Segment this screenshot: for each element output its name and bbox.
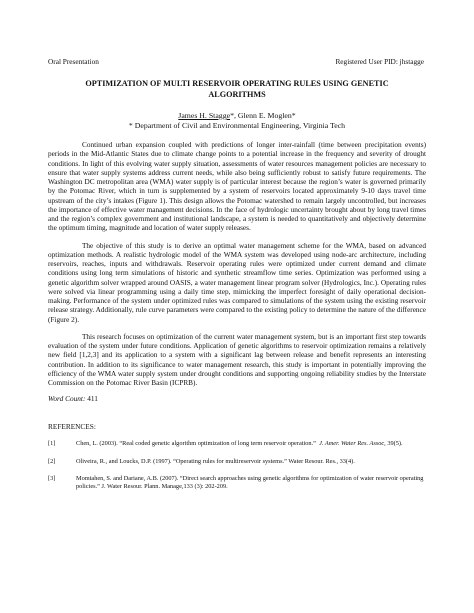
paper-title: OPTIMIZATION OF MULTI RESERVOIR OPERATING RULES USING GENETIC ALGORITHMS bbox=[85, 79, 389, 99]
reference-number: [2] bbox=[48, 457, 56, 465]
reference-number: [3] bbox=[48, 474, 56, 482]
reference-item bbox=[48, 475, 426, 492]
page-header bbox=[48, 57, 426, 66]
word-count bbox=[48, 394, 426, 403]
abstract-body bbox=[48, 141, 426, 388]
co-authors: *, Glenn E. Moglen* bbox=[230, 111, 296, 120]
affiliation: * Department of Civil and Environmental Engineering, Virginia Tech bbox=[128, 121, 346, 130]
paragraph-1: Continued urban expansion coupled with predictions of longer inter-rainfall (time between precipitation events) periods in the Mid-Atlantic States due to climate change points to a potential increase in the frequency and severity of drought conditions. In light of this evolving water supply situation, assessments of water resources management policies are necessary to ensure that water supply systems address current needs, while also being sufficiently robust to satisfy future requirements. The Washington DC metropolitan area (WMA) water supply is of particular interest because the region’s water is governed primarily by the Potomac River, which in turn is supplemented by a system of reservoirs located approximately 9-10 days travel time upstream of the city’s intakes (Figure 1). This design allows the Potomac watershed to remain largely uncontrolled, but increases the importance of effective water management decisions. In the face of hydrologic uncertainty brought about by long travel times and the region’s complex government and institutional landscape, a system is needed to quantitatively and objectively determine the optimum timing, magnitude and location of water supply releases. bbox=[48, 141, 426, 233]
reference-number: [1] bbox=[48, 440, 56, 448]
reference-text bbox=[76, 440, 426, 448]
reference-item bbox=[48, 458, 426, 466]
references-heading: REFERENCES: bbox=[48, 422, 96, 432]
primary-author: James H. Stagge bbox=[178, 111, 231, 120]
word-count-label: Word Count: bbox=[48, 394, 86, 404]
reference-text: Oliveira, R., and Loucks, D.P. (1997). “Operating rules for multireservoir systems.” Water Resour. Res., 33(4). bbox=[76, 457, 355, 465]
reference-volume: 39(5). bbox=[385, 440, 403, 448]
word-count-value: 411 bbox=[87, 394, 98, 404]
reference-text: Momtahen, S. and Dariane, A.B. (2007). “Direct search approaches using genetic algorithms for optimization of water reservoir operating policies.” J. Water Resour. Plann. Manage,133 (3): 202-209. bbox=[76, 474, 424, 491]
presentation-type: Oral Presentation bbox=[48, 57, 99, 66]
reference-citation: Chen, L. (2003). “Real coded genetic algorithm optimization of long term reservoir operation.” bbox=[76, 440, 316, 448]
reference-item bbox=[48, 440, 426, 448]
paragraph-2: The objective of this study is to derive an optimal water management scheme for the WMA, based on advanced optimization methods. A realistic hydrologic model of the WMA system was developed using node-arc architecture, including reservoirs, reaches, inputs and withdrawals. Reservoir operating rules were optimized under current demand and climate conditions using long term simulations of historic and synthetic streamflow time series. Optimization was performed using a genetic algorithm solver wrapped around OASIS, a water management linear program solver (Hydrologics, Inc.). Operating rules were solved via linear programming using a daily time step, mimicking the imperfect foresight of daily operational decision-making. Performance of the system under optimized rules was compared to simulations of the system using the existing reservoir release strategy. Additionally, rule curve parameters were compared to the existing policy to determine the nature of the difference (Figure 2). bbox=[48, 241, 426, 324]
reference-journal: J. Amer. Water Res. Assoc, bbox=[319, 440, 386, 448]
author-line bbox=[48, 111, 426, 121]
registered-user-pid: Registered User PID: jhstagge bbox=[335, 57, 424, 66]
paragraph-3: This research focuses on optimization of the current water management system, but is an important first step towards evaluation of the system under future conditions. Application of genetic algorithms to reservoir optimization remains a relatively new field [1,2,3] and its application to a system with a significant lag between release and benefit represents an interesting contribution. In addition to its significance to water management research, this study is important in potentially improving the efficiency of the WMA water supply system under drought conditions and supporting ongoing reliability studies by the Interstate Commission on the Potomac River Basin (ICPRB). bbox=[48, 332, 426, 387]
